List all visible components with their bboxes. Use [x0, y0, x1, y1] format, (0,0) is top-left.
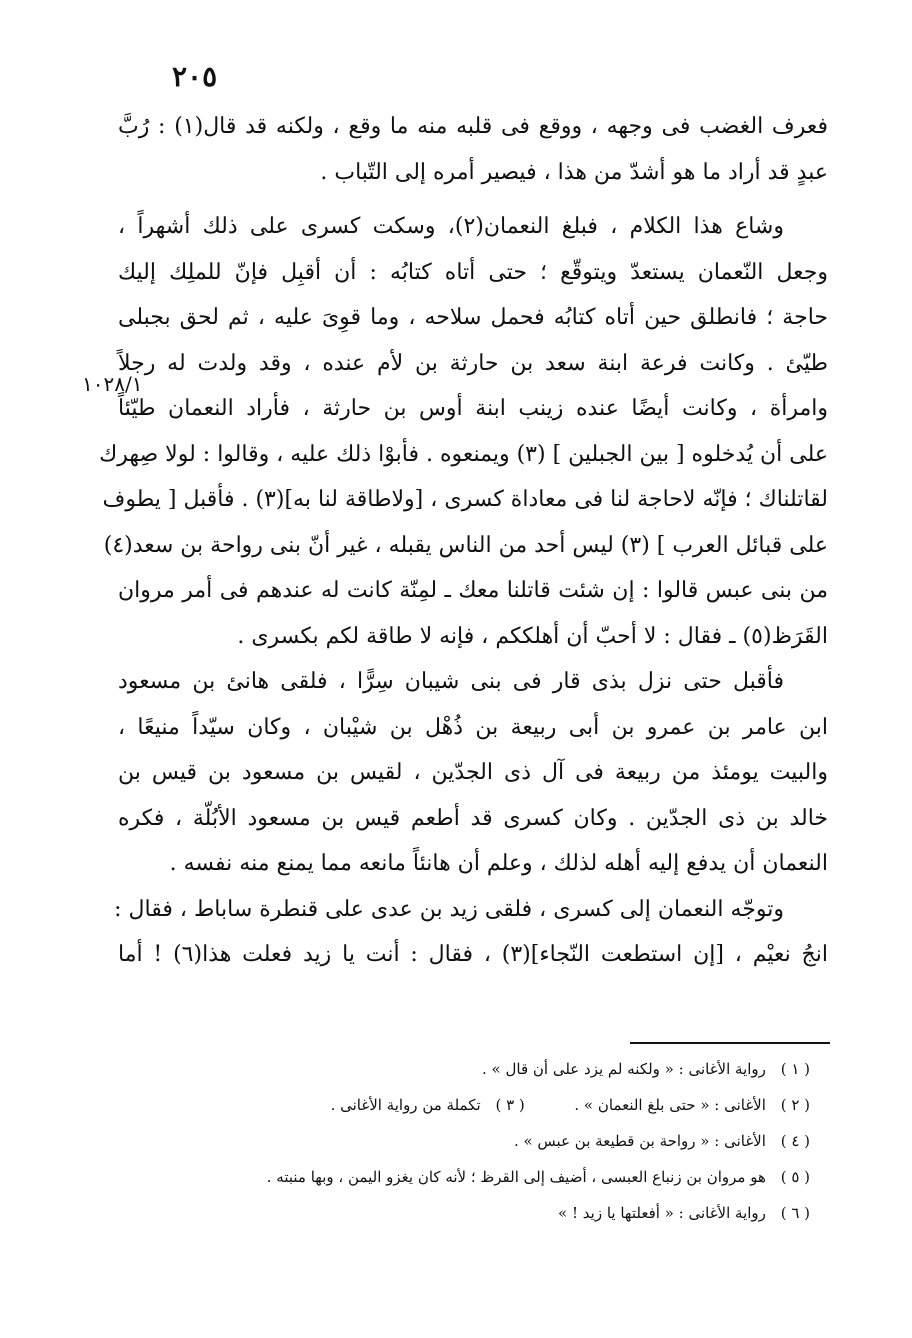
- margin-reference: ١٠٢٨/١: [82, 372, 143, 396]
- text-line: وامرأة ، وكانت أيضًا عنده زينب ابنة أوس بن حارثة ، فأراد النعمان طيّئاً: [118, 396, 828, 421]
- footnote-marker: ( ٥ ): [780, 1168, 810, 1186]
- text-line: لقاتلناك ؛ فإنّه لاحاجة لنا فى معاداة كسرى ، [ولاطاقة لنا به](٣) . فأقبل [ يطوف: [102, 487, 828, 512]
- text-line: وشاع هذا الكلام ، فبلغ النعمان(٢)، وسكت كسرى على ذلك أشهراً ،: [118, 214, 784, 239]
- text-line: انجُ نعيْم ، [إن استطعت النّجاء](٣) ، فقال : أنت يا زيد فعلت هذا(٦) ! أما: [118, 942, 828, 967]
- footnote-text: رواية الأغانى : « ولكنه لم يزد على أن قال » .: [482, 1060, 766, 1078]
- footnote-marker: ( ٦ ): [780, 1204, 810, 1222]
- text-line: على أن يُدخلوه [ بين الجبلين ] (٣) ويمنعوه . فأبوْا ذلك عليه ، وقالوا : لولا صِهرك: [99, 441, 828, 467]
- footnote-text: هو مروان بن زنباع العبسى ، أضيف إلى القرظ ؛ لأنه كان يغزو اليمن ، وبها منبته .: [266, 1168, 766, 1186]
- footnote-1: [150, 1058, 810, 1094]
- text-line: فعرف الغضب فى وجهه ، ووقع فى قلبه منه ما وقع ، ولكنه قد قال(١) : رُبَّ: [118, 114, 828, 139]
- footnote-text: الأغانى : « رواحة بن قطيعة بن عبس » .: [513, 1132, 766, 1150]
- footnotes: [150, 1058, 810, 1238]
- footnote-text: الأغانى : « حتى بلغ النعمان » .: [574, 1096, 766, 1114]
- text-line: النعمان أن يدفع إليه أهله لذلك ، وعلم أن هانئاً مانعه مما يمنع منه نفسه .: [169, 851, 828, 876]
- footnote-5: [150, 1166, 810, 1202]
- text-line: طيّئ . وكانت فرعة ابنة سعد بن حارثة بن لأم عنده ، وقد ولدت له رجلاً: [118, 350, 828, 376]
- text-line: على قبائل العرب ] (٣) ليس أحد من الناس يقبله ، غير أنّ بنى رواحة بن سعد(٤): [103, 532, 828, 558]
- text-line: وجعل النّعمان يستعدّ ويتوقّع ؛ حتى أتاه كتابُه : أن أقبِل فإنّ للملِك إليك: [118, 259, 828, 285]
- footnote-text: تكملة من رواية الأغانى .: [330, 1096, 481, 1114]
- text-line: خالد بن ذى الجدّين . وكان كسرى قد أطعم قيس بن مسعود الأبُلّة ، فكره: [118, 805, 828, 831]
- page-number: ٢٠٥: [172, 60, 218, 93]
- paragraph-gap: [118, 203, 828, 212]
- footnote-marker: ( ٤ ): [780, 1132, 810, 1150]
- footnote-marker: ( ٢ ): [780, 1096, 810, 1114]
- text-line: والبيت يومئذ من ربيعة فى آل ذى الجدّين ، لقيس بن مسعود بن قيس بن: [118, 760, 828, 785]
- footnote-divider: [630, 1042, 830, 1044]
- text-line: فأقبل حتى نزل بذى قار فى بنى شيبان سِرًّا ، فلقى هانئ بن مسعود: [118, 669, 784, 694]
- footnote-marker: ( ١ ): [780, 1060, 810, 1078]
- text-line: عبدٍ قد أراد ما هو أشدّ من هذا ، فيصير أمره إلى التّباب .: [320, 159, 828, 185]
- text-line: حاجة ؛ فانطلق حين أتاه كتابُه فحمل سلاحه ، وما قوِىَ عليه ، ثم لحق بجبلى: [118, 305, 828, 330]
- footnote-text: رواية الأغانى : « أفعلتها يا زيد ! »: [558, 1204, 766, 1222]
- footnote-2-3: [150, 1094, 810, 1130]
- text-line: وتوجّه النعمان إلى كسرى ، فلقى زيد بن عدى على قنطرة ساباط ، فقال :: [114, 896, 784, 922]
- footnote-marker: ( ٣ ): [495, 1096, 525, 1114]
- footnote-6: [150, 1202, 810, 1238]
- text-line: من بنى عبس قالوا : إن شئت قاتلنا معك ـ لمِنّة كانت له عندهم فى أمر مروان: [118, 578, 828, 603]
- footnote-4: [150, 1130, 810, 1166]
- text-line: ابن عامر بن عمرو بن أبى ربيعة بن ذُهْل بن شيْبان ، وكان سيّداً منيعًا ،: [118, 714, 828, 740]
- text-line: القَرَظ(٥) ـ فقال : لا أحبّ أن أهلككم ، فإنه لا طاقة لكم بكسرى .: [237, 623, 828, 649]
